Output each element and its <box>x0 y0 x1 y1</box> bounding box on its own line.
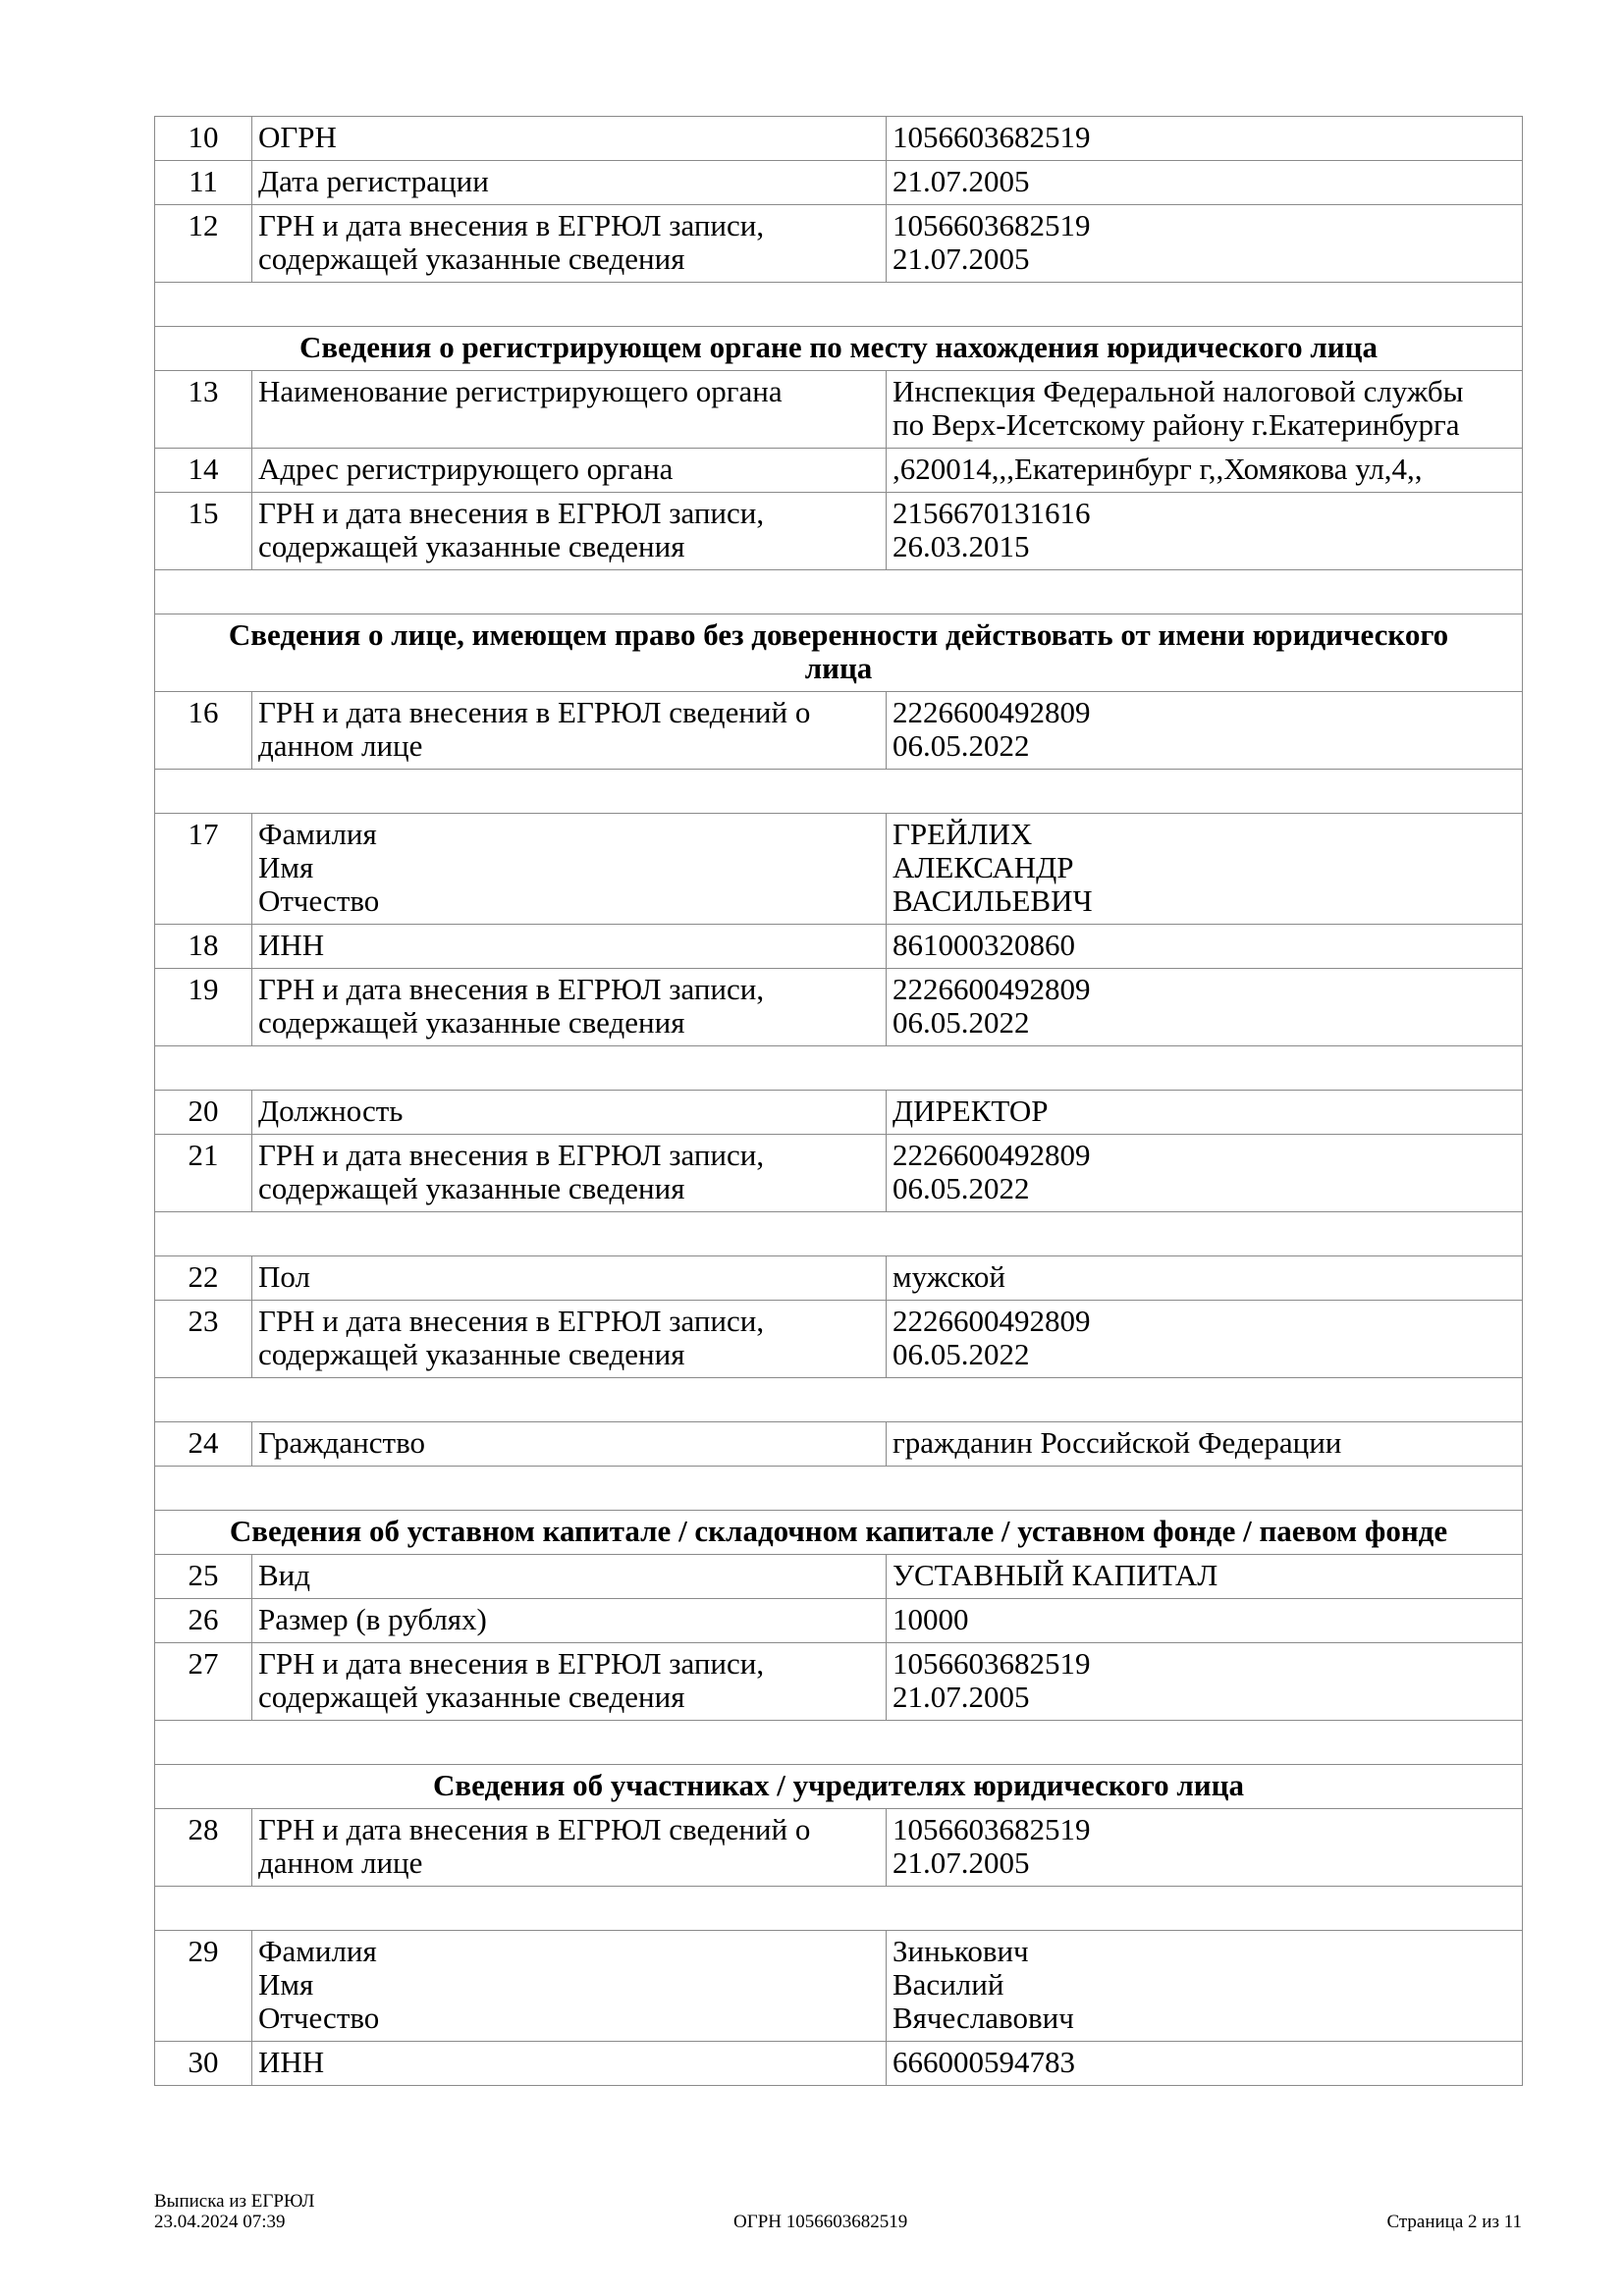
table-row <box>155 1599 1523 1643</box>
row-number: 25 <box>155 1555 252 1599</box>
table-row <box>155 1135 1523 1212</box>
footer-page-number: Страница 2 из 11 <box>1386 2212 1522 2232</box>
spacer-row <box>155 1467 1523 1511</box>
section-title: Сведения об уставном капитале / складочном капитале / уставном фонде / паевом фонде <box>155 1511 1523 1555</box>
row-number: 17 <box>155 814 252 925</box>
row-number: 14 <box>155 449 252 493</box>
table-row <box>155 205 1523 283</box>
egrul-extract-table <box>154 116 1523 2086</box>
row-value: 1056603682519 <box>887 117 1523 161</box>
table-row <box>155 449 1523 493</box>
spacer-row <box>155 283 1523 327</box>
spacer-cell <box>155 1887 1523 1931</box>
row-number: 13 <box>155 371 252 449</box>
section-title: Сведения об участниках / учредителях юридического лица <box>155 1765 1523 1809</box>
row-number: 23 <box>155 1301 252 1378</box>
spacer-cell <box>155 283 1523 327</box>
row-value: 21.07.2005 <box>887 161 1523 205</box>
row-number: 10 <box>155 117 252 161</box>
row-label: Должность <box>252 1091 887 1135</box>
spacer-cell <box>155 1721 1523 1765</box>
footer-ogrn: ОГРН 1056603682519 <box>733 2212 908 2232</box>
section-header-row <box>155 1511 1523 1555</box>
row-label: ИНН <box>252 2042 887 2086</box>
row-value: 2226600492809 06.05.2022 <box>887 969 1523 1046</box>
row-label: Фамилия Имя Отчество <box>252 1931 887 2042</box>
spacer-row <box>155 1212 1523 1256</box>
row-label: ГРН и дата внесения в ЕГРЮЛ записи, содержащей указанные сведения <box>252 1135 887 1212</box>
table-row <box>155 814 1523 925</box>
table-row <box>155 1301 1523 1378</box>
row-label: Наименование регистрирующего органа <box>252 371 887 449</box>
spacer-cell <box>155 1378 1523 1422</box>
row-number: 29 <box>155 1931 252 2042</box>
row-value: 1056603682519 21.07.2005 <box>887 1643 1523 1721</box>
spacer-cell <box>155 1467 1523 1511</box>
row-label: ГРН и дата внесения в ЕГРЮЛ записи, содержащей указанные сведения <box>252 493 887 570</box>
row-number: 28 <box>155 1809 252 1887</box>
table-row <box>155 2042 1523 2086</box>
table-row <box>155 969 1523 1046</box>
row-value: 1056603682519 21.07.2005 <box>887 1809 1523 1887</box>
table-row <box>155 1643 1523 1721</box>
table-row <box>155 1555 1523 1599</box>
row-value: 861000320860 <box>887 925 1523 969</box>
row-label: Гражданство <box>252 1422 887 1467</box>
row-label: ОГРН <box>252 117 887 161</box>
table-row <box>155 1809 1523 1887</box>
footer-document-info <box>154 2191 314 2232</box>
section-title: Сведения о лице, имеющем право без доверенности действовать от имени юридического лица <box>155 614 1523 692</box>
spacer-cell <box>155 1212 1523 1256</box>
row-label: ГРН и дата внесения в ЕГРЮЛ записи, содержащей указанные сведения <box>252 1301 887 1378</box>
spacer-cell <box>155 1046 1523 1091</box>
row-value: 1056603682519 21.07.2005 <box>887 205 1523 283</box>
row-value: 2156670131616 26.03.2015 <box>887 493 1523 570</box>
section-header-row <box>155 327 1523 371</box>
row-number: 16 <box>155 692 252 770</box>
row-label: Размер (в рублях) <box>252 1599 887 1643</box>
table-row <box>155 1931 1523 2042</box>
section-header-row <box>155 1765 1523 1809</box>
row-value: Зинькович Василий Вячеславович <box>887 1931 1523 2042</box>
row-label: Вид <box>252 1555 887 1599</box>
row-label: Дата регистрации <box>252 161 887 205</box>
row-value: 2226600492809 06.05.2022 <box>887 1301 1523 1378</box>
row-label: ГРН и дата внесения в ЕГРЮЛ записи, содержащей указанные сведения <box>252 205 887 283</box>
row-value: УСТАВНЫЙ КАПИТАЛ <box>887 1555 1523 1599</box>
section-title: Сведения о регистрирующем органе по месту нахождения юридического лица <box>155 327 1523 371</box>
row-number: 19 <box>155 969 252 1046</box>
table-row <box>155 371 1523 449</box>
row-number: 18 <box>155 925 252 969</box>
spacer-row <box>155 1721 1523 1765</box>
spacer-row <box>155 570 1523 614</box>
table-row <box>155 1256 1523 1301</box>
row-value: мужской <box>887 1256 1523 1301</box>
row-value: ДИРЕКТОР <box>887 1091 1523 1135</box>
row-label: ГРН и дата внесения в ЕГРЮЛ сведений о данном лице <box>252 692 887 770</box>
row-label: Пол <box>252 1256 887 1301</box>
table-body <box>155 117 1523 2086</box>
row-label: ГРН и дата внесения в ЕГРЮЛ записи, содержащей указанные сведения <box>252 1643 887 1721</box>
row-value: Инспекция Федеральной налоговой службы по Верх-Исетскому району г.Екатеринбурга <box>887 371 1523 449</box>
row-label: Адрес регистрирующего органа <box>252 449 887 493</box>
row-value: ,620014,,,Екатеринбург г,,Хомякова ул,4,, <box>887 449 1523 493</box>
row-number: 15 <box>155 493 252 570</box>
row-value: 10000 <box>887 1599 1523 1643</box>
table-row <box>155 925 1523 969</box>
row-label: ГРН и дата внесения в ЕГРЮЛ сведений о данном лице <box>252 1809 887 1887</box>
row-number: 11 <box>155 161 252 205</box>
section-header-row <box>155 614 1523 692</box>
spacer-row <box>155 1887 1523 1931</box>
table-row <box>155 1091 1523 1135</box>
row-number: 21 <box>155 1135 252 1212</box>
row-number: 27 <box>155 1643 252 1721</box>
row-number: 26 <box>155 1599 252 1643</box>
row-label: ИНН <box>252 925 887 969</box>
row-number: 30 <box>155 2042 252 2086</box>
row-number: 22 <box>155 1256 252 1301</box>
spacer-cell <box>155 570 1523 614</box>
row-value: 2226600492809 06.05.2022 <box>887 1135 1523 1212</box>
spacer-row <box>155 1046 1523 1091</box>
row-value: ГРЕЙЛИХ АЛЕКСАНДР ВАСИЛЬЕВИЧ <box>887 814 1523 925</box>
footer-document-datetime: 23.04.2024 07:39 <box>154 2212 286 2232</box>
footer-document-title: Выписка из ЕГРЮЛ <box>154 2191 315 2212</box>
table-row <box>155 493 1523 570</box>
spacer-row <box>155 770 1523 814</box>
row-number: 20 <box>155 1091 252 1135</box>
table-row <box>155 161 1523 205</box>
spacer-cell <box>155 770 1523 814</box>
row-label: ГРН и дата внесения в ЕГРЮЛ записи, содержащей указанные сведения <box>252 969 887 1046</box>
row-value: 2226600492809 06.05.2022 <box>887 692 1523 770</box>
row-number: 12 <box>155 205 252 283</box>
row-label: Фамилия Имя Отчество <box>252 814 887 925</box>
table-row <box>155 117 1523 161</box>
table-row <box>155 1422 1523 1467</box>
table-row <box>155 692 1523 770</box>
row-value: гражданин Российской Федерации <box>887 1422 1523 1467</box>
spacer-row <box>155 1378 1523 1422</box>
row-value: 666000594783 <box>887 2042 1523 2086</box>
row-number: 24 <box>155 1422 252 1467</box>
